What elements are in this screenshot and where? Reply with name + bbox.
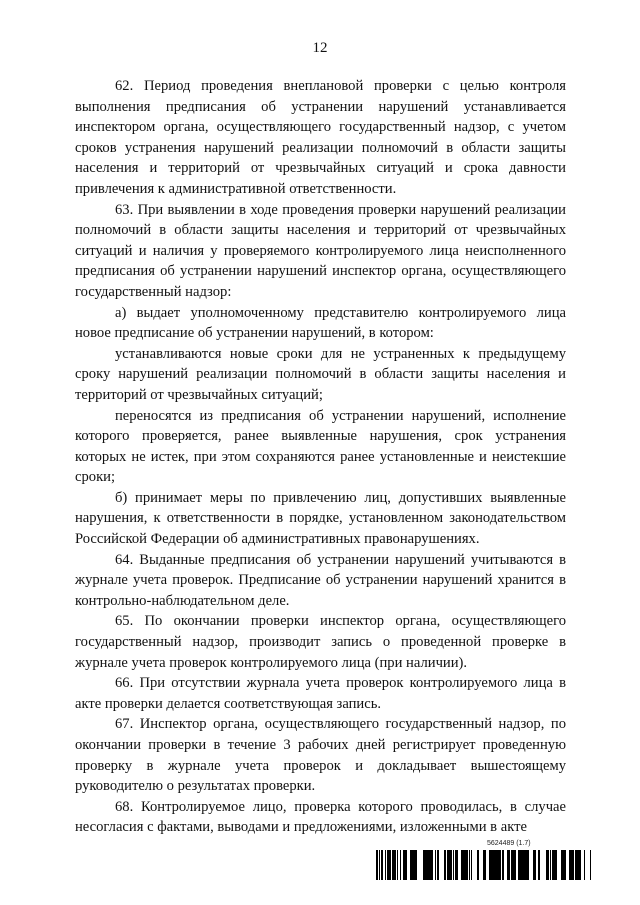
paragraph-68: 68. Контролируемое лицо, проверка которого проводилась, в случае несогласия с фактами, выводами и предложениями, изложенными в акте	[75, 798, 566, 836]
paragraph-62: 62. Период проведения внеплановой проверки с целью контроля выполнения предписания об устранении нарушений устанавливается инспектором органа, осуществляющего государственный надзор, с учетом сроков устранения нарушений реализации полномочий в области защиты населения и территорий от чрезвычайных ситуаций и срока давности привлечения к административной ответственности.	[75, 78, 566, 197]
paragraph-63-a-item-2: переносятся из предписания об устранении нарушений, исполнение которого проверяется, ранее выявленные нарушения, срок устранения которых не истек, при этом сохраняются ранее установленные и неистекшие сроки;	[75, 407, 566, 486]
paragraph-66: 66. При отсутствии журнала учета проверок контролируемого лица в акте проверки делается соответствующая запись.	[75, 675, 566, 712]
paragraph-65: 65. По окончании проверки инспектор органа, осуществляющего государственный надзор, производит запись о проведенной проверке в журнале учета проверок контролируемого лица (при наличии).	[75, 613, 566, 671]
barcode-icon	[375, 850, 593, 880]
paragraph-64: 64. Выданные предписания об устранении нарушений учитываются в журнале учета проверок. Предписание об устранении нарушений хранится в контрольно-наблюдательном деле.	[75, 551, 566, 609]
paragraph-63-a-item-1: устанавливаются новые сроки для не устраненных к предыдущему сроку нарушений реализации полномочий в области защиты населения и территорий от чрезвычайных ситуаций;	[75, 345, 566, 403]
paragraph-63-a: а) выдает уполномоченному представителю контролируемого лица новое предписание об устранении нарушений, в котором:	[75, 304, 566, 342]
paragraph-67: 67. Инспектор органа, осуществляющего государственный надзор, по окончании проверки в течение 3 рабочих дней регистрирует проведенную проверку в журнале учета проверок и докладывает вышестоящему руководителю о результатах проверки.	[75, 716, 566, 795]
paragraph-63: 63. При выявлении в ходе проведения проверки нарушений реализации полномочий в области защиты населения и территорий от чрезвычайных ситуаций и наличия у проверяемого контролируемого лица неисполненного предписания об устранении нарушений инспектор органа, осуществляющего государственный надзор:	[75, 201, 566, 300]
paragraph-63-b: б) принимает меры по привлечению лиц, допустивших выявленные нарушения, к ответственности в порядке, установленном законодательством Российской Федерации об административных правонарушениях.	[75, 489, 566, 548]
barcode-code: 5624489 (1.7)	[487, 840, 531, 847]
barcode-block	[375, 840, 593, 884]
document-body	[75, 76, 566, 838]
page-number: 12	[312, 40, 328, 56]
